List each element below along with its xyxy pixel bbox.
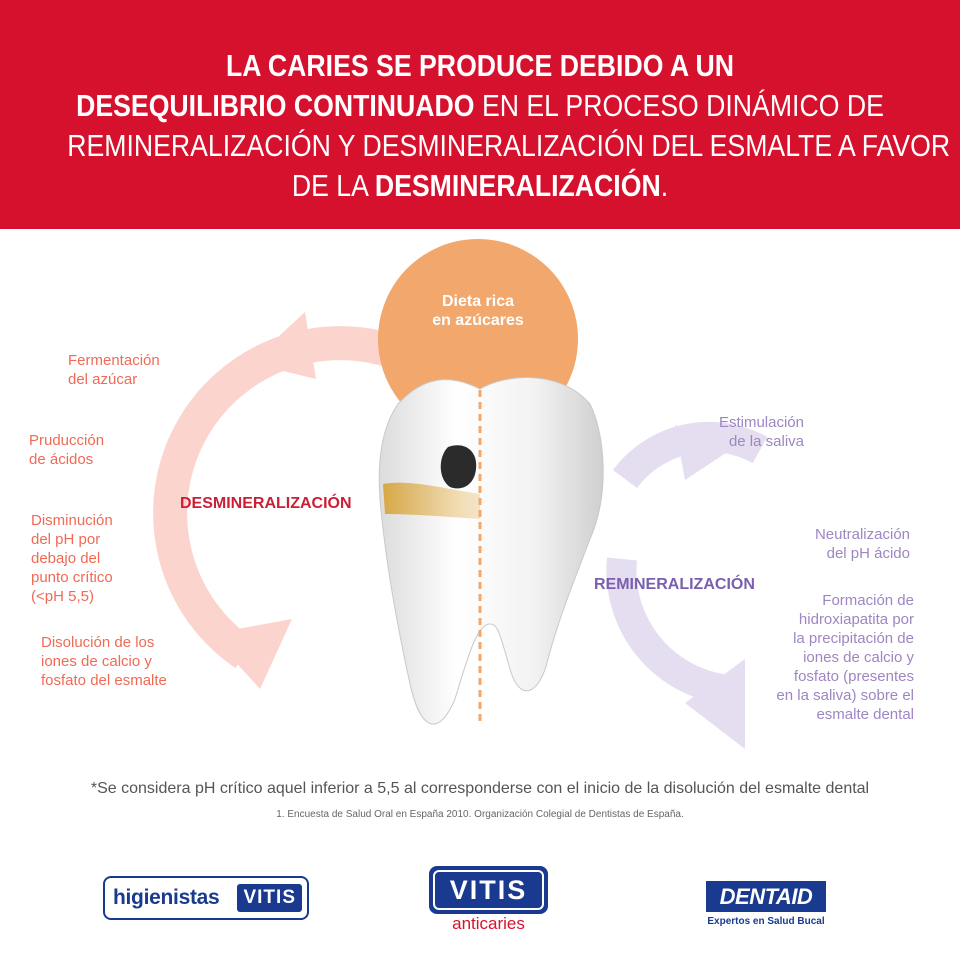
remin-step-saliva [660, 413, 804, 451]
step-line: hidroxiapatita por [798, 611, 914, 628]
diet-label-line-1: Dieta rica [441, 293, 515, 310]
demin-step-fermentation [68, 351, 160, 389]
step-line: iones de calcio y [41, 653, 152, 670]
header-line-3: REMINERALIZACIÓN Y DESMINERALIZACIÓN DEL ESMALTE A FAVOR [67, 128, 951, 163]
vitis-logo [429, 866, 548, 914]
step-line: del azúcar [68, 371, 138, 388]
step-line: en la saliva) sobre el [776, 687, 914, 704]
step-line: del pH por [31, 531, 101, 548]
vitis-anticaries-label: anticaries [452, 914, 525, 933]
step-line: fosfato (presentes [793, 668, 914, 685]
step-line: de la saliva [728, 433, 804, 450]
step-line: Pruducción [29, 432, 105, 449]
step-line: fosfato del esmalte [41, 672, 167, 689]
step-line: Formación de [822, 592, 914, 609]
header-line-2-rest: EN EL PROCESO DINÁMICO DE [474, 88, 884, 123]
dentaid-tagline: Expertos en Salud Bucal [707, 916, 825, 927]
step-line: la precipitación de [793, 630, 914, 647]
step-line: (<pH 5,5) [31, 588, 94, 605]
tooth-cavity [441, 445, 476, 488]
step-line: punto crítico [31, 569, 113, 586]
header-line-2 [67, 86, 893, 126]
header-line-1: LA CARIES SE PRODUCE DEBIDO A UN [225, 48, 735, 83]
higienistas-logo-word: higienistas [113, 886, 220, 909]
header-banner [0, 0, 960, 229]
demineralization-title: DESMINERALIZACIÓN [180, 495, 352, 512]
step-line: Disolución de los [41, 634, 155, 651]
higienistas-logo-box: VITIS [237, 884, 302, 912]
header-line-4-pre: DE LA [291, 168, 375, 203]
step-line: Estimulación [718, 414, 804, 431]
demin-step-acid-production [29, 431, 104, 469]
demin-step-dissolution [41, 633, 167, 690]
step-line: esmalte dental [816, 706, 914, 723]
tooth-shape [379, 378, 603, 724]
demin-step-ph-drop [31, 511, 113, 606]
vitis-logo-word: VITIS [433, 870, 544, 910]
higienistas-vitis-logo [103, 876, 309, 920]
step-line: del pH ácido [826, 545, 910, 562]
header-line-4-post: . [660, 168, 669, 203]
dentaid-logo: DENTAID [706, 881, 826, 912]
caries-cycle-diagram [0, 229, 960, 769]
step-line: debajo del [31, 550, 101, 567]
diet-label [408, 292, 548, 330]
header-line-4 [67, 166, 893, 206]
header-emphasis-2: DESMINERALIZACIÓN [374, 168, 661, 203]
step-line: Neutralización [814, 526, 910, 543]
header-emphasis: DESEQUILIBRIO CONTINUADO [76, 88, 475, 123]
remineralization-title: REMINERALIZACIÓN [594, 576, 755, 593]
diet-label-line-2: en azúcares [432, 312, 524, 329]
step-line: iones de calcio y [803, 649, 914, 666]
remin-step-hydroxyapatite [734, 591, 914, 724]
step-line: Disminución [31, 512, 113, 529]
reference-note: 1. Encuesta de Salud Oral en España 2010. Organización Colegial de Dentistas de España. [276, 809, 684, 820]
ph-footnote: *Se considera pH crítico aquel inferior a 5,5 al corresponderse con el inicio de la disolución del esmalte dental [90, 780, 870, 797]
step-line: de ácidos [29, 451, 94, 468]
remin-step-neutralization [760, 525, 910, 563]
step-line: Fermentación [68, 352, 160, 369]
